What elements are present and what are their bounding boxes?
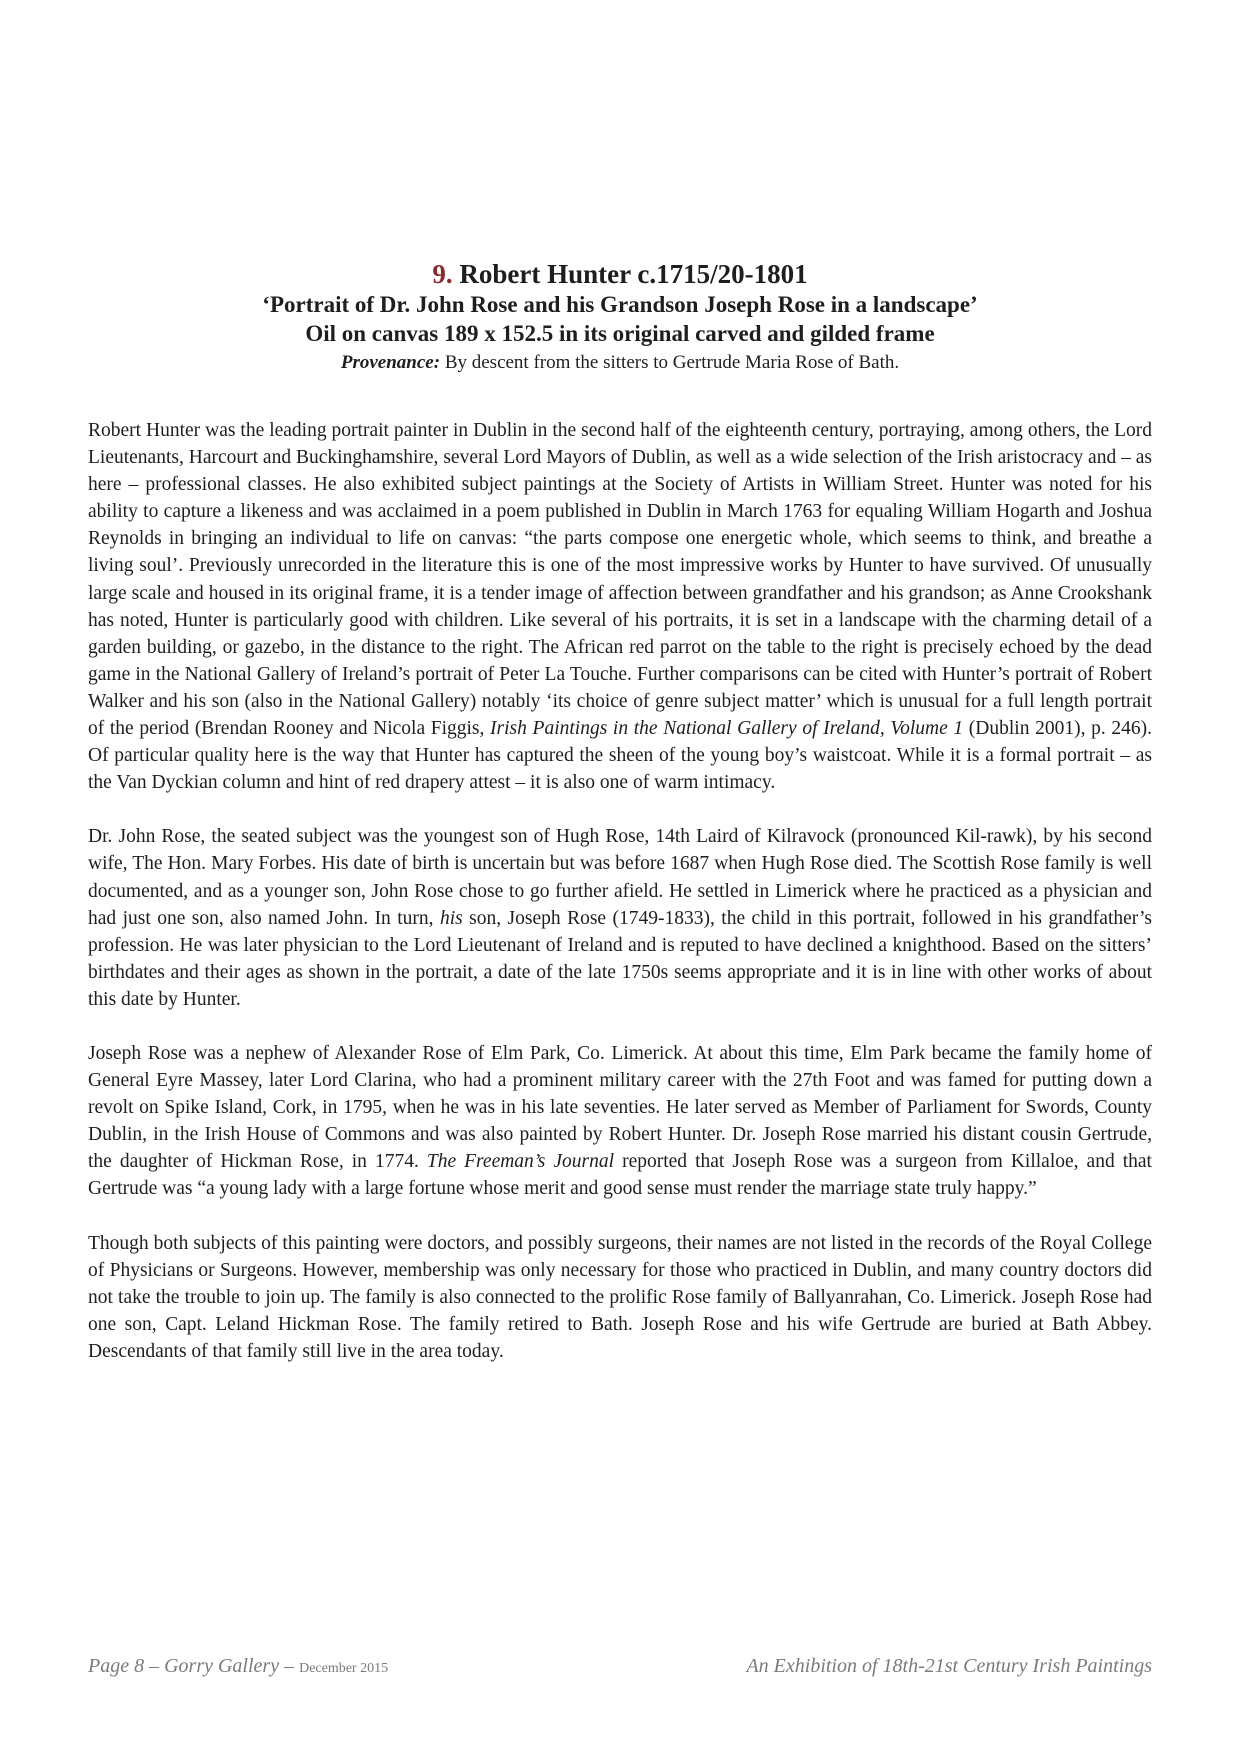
provenance [88,349,1152,376]
footer-page-info [88,1655,388,1678]
paragraph-4: Though both subjects of this painting were doctors, and possibly surgeons, their names are not listed in the records of the Royal College of Physicians or Surgeons. However, membership was only necessary for those who practiced in Dublin, and many country doctors did not take the trouble to join up. The family is also connected to the prolific Rose family of Ballyanrahan, Co. Limerick. Joseph Rose had one son, Capt. Leland Hickman Rose. The family retired to Bath. Joseph Rose and his wife Gertrude are buried at Bath Abbey. Descendants of that family still live in the area today. [88,1232,1152,1362]
emphasis-his: his [439,907,463,929]
paragraph-3-text-a: Joseph Rose was a nephew of Alexander Rose of Elm Park, Co. Limerick. At about this time, Elm Park became the family home of General Eyre Massey, later Lord Clarina, who had a prominent military career with the 27th Foot and was famed for putting down a revolt on Spike Island, Cork, in 1795, when he was in his late seventies. He later served as Member of Parliament for Swords, County Dublin, in the Irish House of Commons and was also painted by Robert Hunter. Dr. Joseph Rose married his distant cousin Gertrude, the daughter of Hickman Rose, in 1774. [88,1042,1152,1173]
footer-date: December 2015 [299,1661,389,1676]
paragraph-2-text-a: Dr. John Rose, the seated subject was the youngest son of Hugh Rose, 14th Laird of Kilravock (pronounced Kil-rawk), by his second wife, The Hon. Mary Forbes. His date of birth is uncertain but was before 1687 when Hugh Rose died. The Scottish Rose family is well documented, and as a younger son, John Rose chose to go further afield. He settled in Limerick where he practiced as a physician and had just one son, also named John. In turn, [88,826,1152,929]
provenance-text: By descent from the sitters to Gertrude Maria Rose of Bath. [444,352,900,373]
footer-exhibition-title: An Exhibition of 18th-21st Century Irish Paintings [746,1655,1152,1677]
footer-page-label: Page 8 – Gorry Gallery – [88,1655,300,1677]
paragraph-3 [88,1040,1152,1203]
paragraph-2 [88,823,1152,1013]
catalogue-heading [88,258,1152,376]
paragraph-3-text-b: reported that Joseph Rose was a surgeon from Killaloe, and that Gertrude was “a young lady with a large fortune whose merit and good sense must render the marriage state truly happy.” [88,1151,1152,1200]
book-title: Irish Paintings in the National Gallery of Ireland, Volume 1 [490,718,964,740]
painting-medium: Oil on canvas 189 x 152.5 in its original carved and gilded frame [305,321,935,346]
lot-number: 9. [432,259,453,289]
newspaper-title: The Freeman’s Journal [426,1151,615,1173]
paragraph-1 [88,417,1152,796]
essay-body [88,417,1152,1392]
artist-name: Robert Hunter c.1715/20-1801 [459,259,808,289]
provenance-label: Provenance: [340,352,441,373]
paragraph-1-text-b: (Dublin 2001), p. 246). Of particular quality here is the way that Hunter has captured the sheen of the young boy’s waistcoat. While it is a formal portrait – as the Van Dyckian column and hint of red drapery attest – it is also one of warm intimacy. [88,718,1152,794]
paragraph-2-text-b: son, Joseph Rose (1749-1833), the child in this portrait, followed in his grandfather’s profession. He was later physician to the Lord Lieutenant of Ireland and is reputed to have declined a knighthood. Based on the sitters’ birthdates and their ages as shown in the portrait, a date of the late 1750s seems appropriate and it is in line with other works of about this date by Hunter. [88,907,1152,1010]
paragraph-1-text-a: Robert Hunter was the leading portrait painter in Dublin in the second half of the eighteenth century, portraying, among others, the Lord Lieutenants, Harcourt and Buckinghamshire, several Lord Mayors of Dublin, as well as a wide selection of the Irish aristocracy and – as here – professional classes. He also exhibited subject paintings at the Society of Artists in William Street. Hunter was noted for his ability to capture a likeness and was acclaimed in a poem published in Dublin in March 1763 for equaling William Hogarth and Joshua Reynolds in bringing an individual to life on canvas: “the parts compose one energetic whole, which seems to think, and breathe a living soul’. Previously unrecorded in the literature this is one of the most impressive works by Hunter to have survived. Of unusually large scale and housed in its original frame, it is a tender image of affection between grandfather and his grandson; as Anne Crookshank has noted, Hunter is particularly good with children. Like several of his portraits, it is set in a landscape with the charming detail of a garden building, or gazebo, in the distance to the right. The African red parrot on the table to the right is precisely echoed by the dead game in the National Gallery of Ireland’s portrait of Peter La Touche. Further comparisons can be cited with Hunter’s portrait of Robert Walker and his son (also in the National Gallery) notably ‘its choice of genre subject matter’ which is unusual for a full length portrait of the period (Brendan Rooney and Nicola Figgis, [88,420,1152,740]
artist-title [88,258,1152,290]
painting-title: ‘Portrait of Dr. John Rose and his Grandson Joseph Rose in a landscape’ [262,292,978,317]
page-footer [88,1655,1152,1683]
